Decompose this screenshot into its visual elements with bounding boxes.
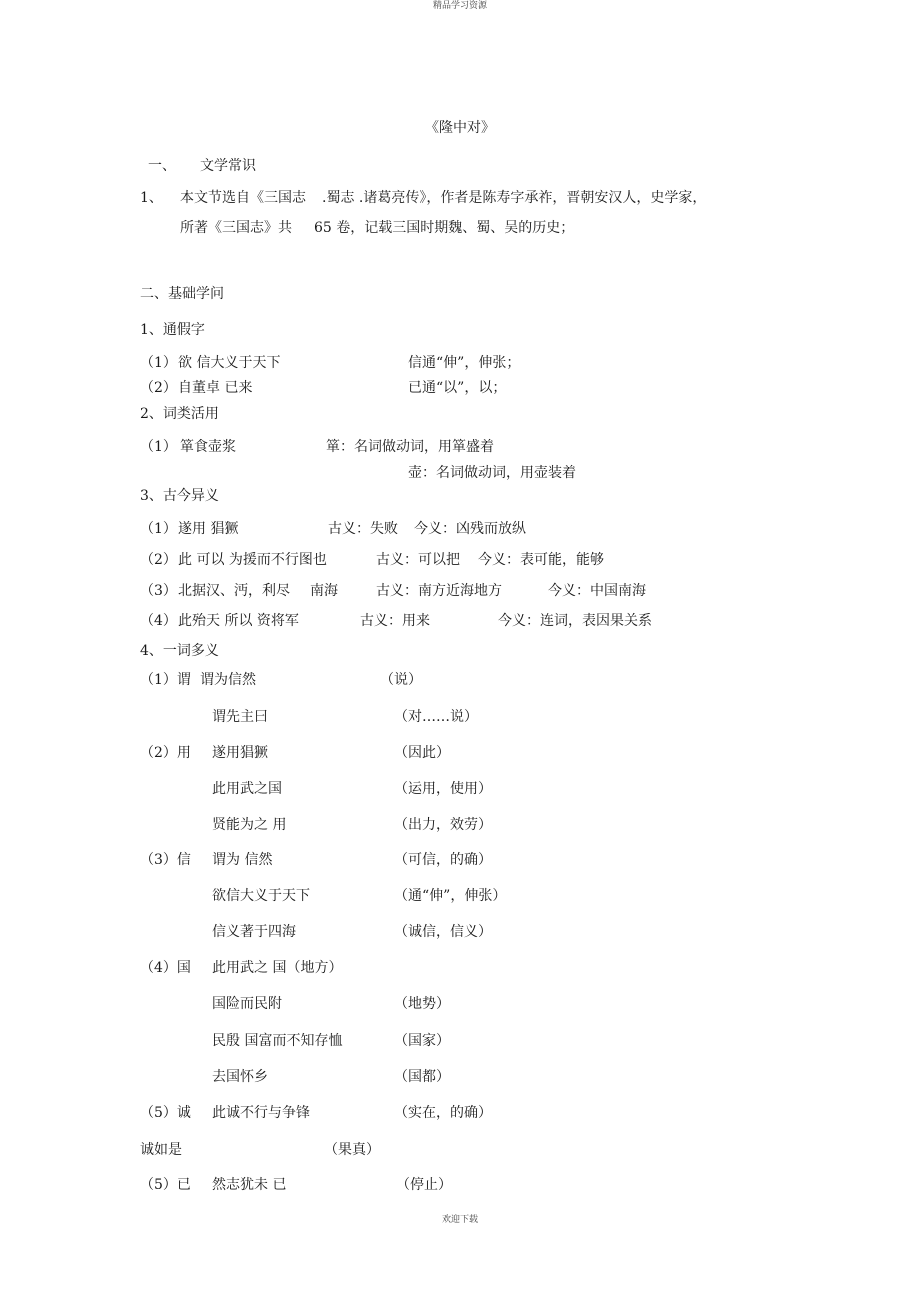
- gujin-4-gu: 古义：用来: [360, 613, 430, 629]
- gujin-1-phrase: 遂用 猖獗: [178, 521, 239, 537]
- tongjia-1-note: 信通“伸”，伸张；: [408, 355, 521, 371]
- duoyi-guo-1-phrase: 此用武之 国（地方）: [212, 960, 343, 976]
- page-title: 《隆中对》: [425, 120, 495, 136]
- duoyi-yi-label: （5）已: [140, 1177, 191, 1193]
- duoyi-xin-2-phrase: 欲信大义于天下: [212, 888, 310, 904]
- tongjia-1-num: （1）: [140, 355, 177, 371]
- duoyi-yong-2-phrase: 此用武之国: [212, 781, 282, 797]
- duoyi-cheng-1-phrase: 此诚不行与争锋: [212, 1105, 310, 1121]
- page-header: 精品学习资源: [432, 1, 487, 11]
- duoyi-yong-2-meaning: （运用，使用）: [394, 781, 492, 797]
- tongjia-2-num: （2）: [140, 380, 177, 396]
- duoyi-wei-2-phrase: 谓先主曰: [212, 709, 268, 725]
- duoyi-guo-4-phrase: 去国怀乡: [212, 1069, 268, 1085]
- duoyi-wei-label: （1）谓: [140, 672, 191, 688]
- duoyi-wei-1-meaning: （说）: [380, 672, 422, 688]
- duoyi-xin-3-phrase: 信义著于四海: [212, 924, 296, 940]
- cilei-note-1: 箪：名词做动词，用箪盛着: [326, 439, 494, 455]
- gujin-3-gu: 古义：南方近海地方: [376, 583, 502, 599]
- duoyi-yong-3-phrase: 贤能为之 用: [212, 817, 287, 833]
- duoyi-heading: 4、一词多义: [140, 643, 219, 659]
- section-1-heading: 文学常识: [200, 158, 256, 174]
- duoyi-xin-3-meaning: （诚信，信义）: [394, 924, 492, 940]
- gujin-2-phrase: 此 可以 为援而不行图也: [178, 552, 327, 568]
- tongjia-1-phrase: 欲 信大义于天下: [178, 355, 281, 371]
- duoyi-xin-label: （3）信: [140, 852, 191, 868]
- cilei-phrase: 箪食壶浆: [180, 439, 236, 455]
- duoyi-cheng-2-meaning: （果真）: [324, 1142, 380, 1158]
- duoyi-wei-2-meaning: （对……说）: [394, 709, 478, 725]
- sec1-line-2a: 所著《三国志》共: [180, 220, 292, 236]
- duoyi-yi-1-meaning: （停止）: [396, 1177, 452, 1193]
- duoyi-yong-1-phrase: 遂用猖獗: [212, 745, 268, 761]
- duoyi-yong-1-meaning: （因此）: [394, 745, 450, 761]
- cilei-note-2: 壶：名词做动词，用壶装着: [408, 465, 576, 481]
- duoyi-xin-1-phrase: 谓为 信然: [212, 852, 273, 868]
- duoyi-guo-label: （4）国: [140, 960, 191, 976]
- gujin-4-jin: 今义：连词，表因果关系: [498, 613, 652, 629]
- gujin-heading: 3、古今异义: [140, 488, 219, 504]
- duoyi-guo-2-meaning: （地势）: [394, 996, 450, 1012]
- gujin-3-phrase-2: 南海: [310, 583, 338, 599]
- duoyi-guo-4-meaning: （国都）: [394, 1069, 450, 1085]
- gujin-4-phrase: 此殆天 所以 资将军: [178, 613, 299, 629]
- duoyi-wei-1-phrase: 谓为信然: [200, 672, 256, 688]
- tongjia-heading: 1、通假字: [140, 322, 205, 338]
- tongjia-2-note: 已通“以”，以；: [408, 380, 507, 396]
- gujin-2-num: （2）: [140, 552, 177, 568]
- gujin-3-phrase: 北据汉、沔，利尽: [178, 583, 290, 599]
- duoyi-cheng-1-meaning: （实在，的确）: [394, 1105, 492, 1121]
- sec1-line-2b: 65 卷，记载三国时期魏、蜀、吴的历史；: [314, 220, 575, 236]
- section-1-number: 一、: [148, 158, 176, 174]
- cilei-heading: 2、词类活用: [140, 406, 219, 422]
- duoyi-xin-1-meaning: （可信，的确）: [394, 852, 492, 868]
- gujin-1-num: （1）: [140, 521, 177, 537]
- gujin-1-jin: 今义：凶残而放纵: [414, 521, 526, 537]
- gujin-3-num: （3）: [140, 583, 177, 599]
- sec1-line-1b: .蜀志 .诸葛亮传》，作者是陈寿字承祚，晋朝安汉人，史学家，: [322, 190, 707, 206]
- tongjia-2-phrase: 自董卓 已来: [178, 380, 253, 396]
- duoyi-cheng-2-phrase: 诚如是: [140, 1142, 182, 1158]
- duoyi-cheng-label: （5）诚: [140, 1105, 191, 1121]
- gujin-1-gu: 古义：失败: [328, 521, 398, 537]
- duoyi-yong-label: （2）用: [140, 745, 191, 761]
- sec1-item-number: 1、: [140, 190, 163, 206]
- cilei-num: （1）: [140, 439, 177, 455]
- duoyi-guo-3-meaning: （国家）: [394, 1033, 450, 1049]
- gujin-2-jin: 今义：表可能，能够: [478, 552, 604, 568]
- section-2-heading: 二、基础学问: [140, 286, 224, 302]
- sec1-line-1a: 本文节选自《三国志: [180, 190, 306, 206]
- duoyi-yi-1-phrase: 然志犹未 已: [212, 1177, 287, 1193]
- gujin-3-jin: 今义：中国南海: [548, 583, 646, 599]
- gujin-4-num: （4）: [140, 613, 177, 629]
- duoyi-xin-2-meaning: （通“伸”，伸张）: [394, 888, 507, 904]
- page-footer: 欢迎下载: [441, 1215, 478, 1225]
- gujin-2-gu: 古义：可以把: [376, 552, 460, 568]
- duoyi-yong-3-meaning: （出力，效劳）: [394, 817, 492, 833]
- duoyi-guo-3-phrase: 民殷 国富而不知存恤: [212, 1033, 343, 1049]
- duoyi-guo-2-phrase: 国险而民附: [212, 996, 282, 1012]
